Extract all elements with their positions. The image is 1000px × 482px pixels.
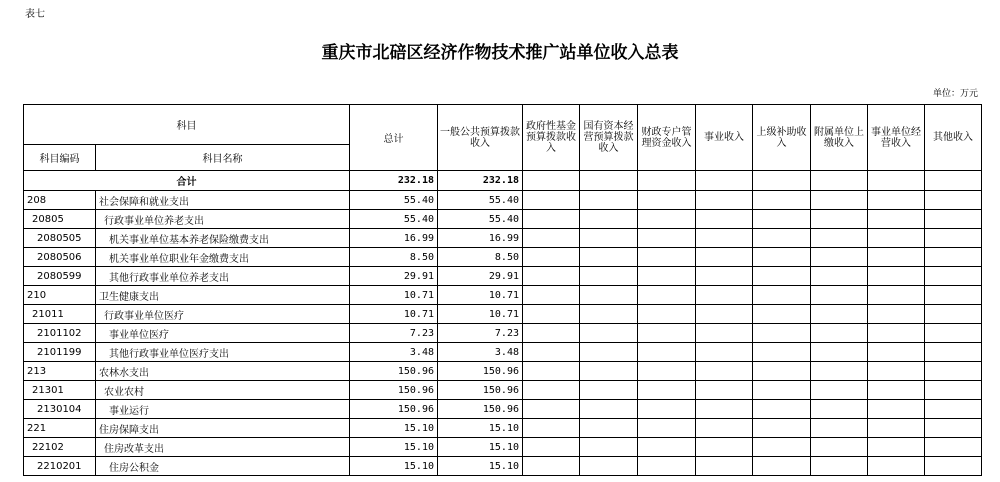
table-row (24, 191, 982, 210)
empty-cell (925, 210, 982, 229)
empty-cell (638, 248, 696, 267)
row-total: 8.50 (350, 248, 438, 267)
subject-code: 22102 (24, 438, 96, 457)
empty-cell (523, 324, 580, 343)
empty-cell (523, 210, 580, 229)
subject-name: 其他行政事业单位养老支出 (96, 267, 350, 286)
empty-cell (580, 343, 638, 362)
empty-cell (753, 286, 811, 305)
state-capital-header: 国有资本经营预算拨款收入 (580, 105, 638, 171)
name-header: 科目名称 (96, 145, 350, 171)
superior-subsidy-header: 上级补助收入 (753, 105, 811, 171)
empty-cell (868, 267, 925, 286)
empty-cell (753, 457, 811, 476)
row-total: 16.99 (350, 229, 438, 248)
row-total: 15.10 (350, 419, 438, 438)
subject-name: 其他行政事业单位医疗支出 (96, 343, 350, 362)
total-general-amount: 232.18 (438, 171, 523, 191)
general-budget-header: 一般公共预算拨款收入 (438, 105, 523, 171)
empty-cell (580, 457, 638, 476)
empty-cell (868, 457, 925, 476)
empty-cell (696, 381, 753, 400)
empty-cell (523, 191, 580, 210)
empty-cell (811, 362, 868, 381)
empty-cell (696, 343, 753, 362)
empty-cell (753, 229, 811, 248)
empty-cell (638, 305, 696, 324)
empty-cell (523, 438, 580, 457)
empty-cell (868, 248, 925, 267)
table-row (24, 343, 982, 362)
empty-cell (811, 286, 868, 305)
subject-name: 住房保障支出 (96, 419, 350, 438)
table-row (24, 248, 982, 267)
empty-cell (638, 286, 696, 305)
table-row (24, 419, 982, 438)
subject-name: 机关事业单位职业年金缴费支出 (96, 248, 350, 267)
empty-cell (753, 305, 811, 324)
subject-name: 事业单位医疗 (96, 324, 350, 343)
empty-cell (811, 229, 868, 248)
table-row (24, 400, 982, 419)
row-total: 7.23 (350, 324, 438, 343)
row-general-budget: 16.99 (438, 229, 523, 248)
empty-cell (523, 229, 580, 248)
empty-cell (811, 305, 868, 324)
empty-cell (523, 286, 580, 305)
empty-cell (753, 419, 811, 438)
empty-cell (925, 229, 982, 248)
subject-code: 2101199 (24, 343, 96, 362)
table-row (24, 362, 982, 381)
empty-cell (868, 210, 925, 229)
subject-header: 科目 (24, 105, 350, 145)
empty-cell (638, 343, 696, 362)
empty-cell (580, 419, 638, 438)
empty-cell (811, 438, 868, 457)
row-total: 15.10 (350, 457, 438, 476)
empty-cell (925, 267, 982, 286)
empty-cell (868, 286, 925, 305)
subject-code: 2210201 (24, 457, 96, 476)
page-title: 重庆市北碚区经济作物技术推广站单位收入总表 (321, 43, 679, 63)
empty-cell (811, 381, 868, 400)
row-total: 29.91 (350, 267, 438, 286)
table-row (24, 438, 982, 457)
empty-cell (696, 305, 753, 324)
empty-cell (925, 438, 982, 457)
empty-cell (523, 248, 580, 267)
empty-cell (811, 343, 868, 362)
table-row (24, 229, 982, 248)
empty-cell (638, 324, 696, 343)
empty-cell (580, 305, 638, 324)
empty-cell (638, 210, 696, 229)
row-total: 10.71 (350, 305, 438, 324)
empty-cell (868, 381, 925, 400)
row-total: 150.96 (350, 362, 438, 381)
subject-code: 2130104 (24, 400, 96, 419)
empty-cell (868, 324, 925, 343)
empty-cell (580, 381, 638, 400)
empty-cell (638, 457, 696, 476)
empty-cell (811, 248, 868, 267)
empty-cell (580, 324, 638, 343)
empty-cell (523, 362, 580, 381)
empty-cell (868, 419, 925, 438)
empty-cell (638, 400, 696, 419)
empty-cell (580, 362, 638, 381)
empty-cell (753, 210, 811, 229)
empty-cell (580, 438, 638, 457)
empty-cell (811, 324, 868, 343)
total-row (24, 171, 982, 191)
subject-code: 2080506 (24, 248, 96, 267)
row-general-budget: 29.91 (438, 267, 523, 286)
empty-cell (638, 191, 696, 210)
empty-cell (523, 381, 580, 400)
empty-cell (753, 362, 811, 381)
other-income-header: 其他收入 (925, 105, 982, 171)
empty-cell (925, 343, 982, 362)
total-label: 合计 (24, 171, 350, 191)
empty-cell (925, 381, 982, 400)
empty-cell (753, 381, 811, 400)
empty-cell (696, 210, 753, 229)
subject-code: 208 (24, 191, 96, 210)
empty-cell (523, 400, 580, 419)
row-general-budget: 150.96 (438, 381, 523, 400)
empty-cell (638, 229, 696, 248)
subject-name: 行政事业单位养老支出 (96, 210, 350, 229)
empty-cell (811, 267, 868, 286)
code-header: 科目编码 (24, 145, 96, 171)
empty-cell (868, 400, 925, 419)
table-row (24, 457, 982, 476)
empty-cell (696, 438, 753, 457)
empty-cell (638, 381, 696, 400)
empty-cell (868, 362, 925, 381)
row-general-budget: 3.48 (438, 343, 523, 362)
unit-label: 单位：万元 (932, 89, 978, 99)
empty-cell (811, 191, 868, 210)
empty-cell (868, 438, 925, 457)
empty-cell (523, 457, 580, 476)
empty-cell (638, 438, 696, 457)
empty-cell (580, 229, 638, 248)
subject-name: 事业运行 (96, 400, 350, 419)
empty-cell (811, 419, 868, 438)
total-amount: 232.18 (350, 171, 438, 191)
row-general-budget: 10.71 (438, 305, 523, 324)
empty-cell (868, 229, 925, 248)
empty-cell (868, 191, 925, 210)
row-total: 150.96 (350, 381, 438, 400)
subject-code: 2101102 (24, 324, 96, 343)
empty-cell (925, 248, 982, 267)
row-general-budget: 55.40 (438, 191, 523, 210)
row-general-budget: 8.50 (438, 248, 523, 267)
empty-cell (696, 191, 753, 210)
subject-name: 农业农村 (96, 381, 350, 400)
gov-fund-header: 政府性基金预算拨款收入 (523, 105, 580, 171)
empty-cell (925, 419, 982, 438)
row-general-budget: 7.23 (438, 324, 523, 343)
subject-code: 210 (24, 286, 96, 305)
table-row (24, 305, 982, 324)
empty-cell (925, 362, 982, 381)
empty-cell (925, 457, 982, 476)
row-total: 150.96 (350, 400, 438, 419)
empty-cell (580, 191, 638, 210)
row-total: 10.71 (350, 286, 438, 305)
empty-cell (696, 324, 753, 343)
empty-cell (925, 400, 982, 419)
total-header: 总计 (350, 105, 438, 171)
row-general-budget: 150.96 (438, 400, 523, 419)
fiscal-special-header: 财政专户管理资金收入 (638, 105, 696, 171)
empty-cell (638, 267, 696, 286)
row-general-budget: 15.10 (438, 419, 523, 438)
row-total: 3.48 (350, 343, 438, 362)
empty-cell (753, 400, 811, 419)
business-income-header: 事业收入 (696, 105, 753, 171)
empty-cell (696, 248, 753, 267)
subject-code: 21301 (24, 381, 96, 400)
empty-cell (925, 324, 982, 343)
empty-cell (696, 362, 753, 381)
empty-cell (638, 362, 696, 381)
subject-name: 行政事业单位医疗 (96, 305, 350, 324)
empty-cell (753, 191, 811, 210)
subject-name: 住房改革支出 (96, 438, 350, 457)
subject-name: 卫生健康支出 (96, 286, 350, 305)
empty-cell (580, 210, 638, 229)
row-total: 15.10 (350, 438, 438, 457)
empty-cell (696, 419, 753, 438)
table-row (24, 324, 982, 343)
row-general-budget: 10.71 (438, 286, 523, 305)
subject-name: 农林水支出 (96, 362, 350, 381)
empty-cell (696, 229, 753, 248)
subject-code: 2080599 (24, 267, 96, 286)
subject-code: 20805 (24, 210, 96, 229)
empty-cell (696, 286, 753, 305)
empty-cell (523, 419, 580, 438)
subject-name: 机关事业单位基本养老保险缴费支出 (96, 229, 350, 248)
empty-cell (753, 343, 811, 362)
empty-cell (638, 419, 696, 438)
empty-cell (868, 305, 925, 324)
empty-cell (811, 400, 868, 419)
row-total: 55.40 (350, 210, 438, 229)
empty-cell (811, 457, 868, 476)
subject-code: 21011 (24, 305, 96, 324)
empty-cell (925, 286, 982, 305)
row-general-budget: 55.40 (438, 210, 523, 229)
table-row (24, 286, 982, 305)
row-total: 55.40 (350, 191, 438, 210)
subject-name: 社会保障和就业支出 (96, 191, 350, 210)
subject-code: 221 (24, 419, 96, 438)
empty-cell (753, 438, 811, 457)
empty-cell (811, 210, 868, 229)
row-general-budget: 15.10 (438, 457, 523, 476)
subject-code: 213 (24, 362, 96, 381)
income-summary-table (23, 104, 982, 476)
subject-code: 2080505 (24, 229, 96, 248)
table-row (24, 381, 982, 400)
empty-cell (753, 267, 811, 286)
empty-cell (580, 248, 638, 267)
empty-cell (696, 457, 753, 476)
operating-income-header: 事业单位经营收入 (868, 105, 925, 171)
row-general-budget: 150.96 (438, 362, 523, 381)
affiliated-income-header: 附属单位上缴收入 (811, 105, 868, 171)
empty-cell (868, 343, 925, 362)
row-general-budget: 15.10 (438, 438, 523, 457)
empty-cell (753, 248, 811, 267)
empty-cell (580, 267, 638, 286)
subject-name: 住房公积金 (96, 457, 350, 476)
empty-cell (580, 400, 638, 419)
empty-cell (925, 305, 982, 324)
empty-cell (580, 286, 638, 305)
table-row (24, 267, 982, 286)
empty-cell (523, 267, 580, 286)
empty-cell (696, 400, 753, 419)
empty-cell (523, 305, 580, 324)
empty-cell (753, 324, 811, 343)
empty-cell (696, 267, 753, 286)
empty-cell (925, 191, 982, 210)
empty-cell (523, 343, 580, 362)
table-number-label: 表七 (25, 9, 45, 20)
table-row (24, 210, 982, 229)
